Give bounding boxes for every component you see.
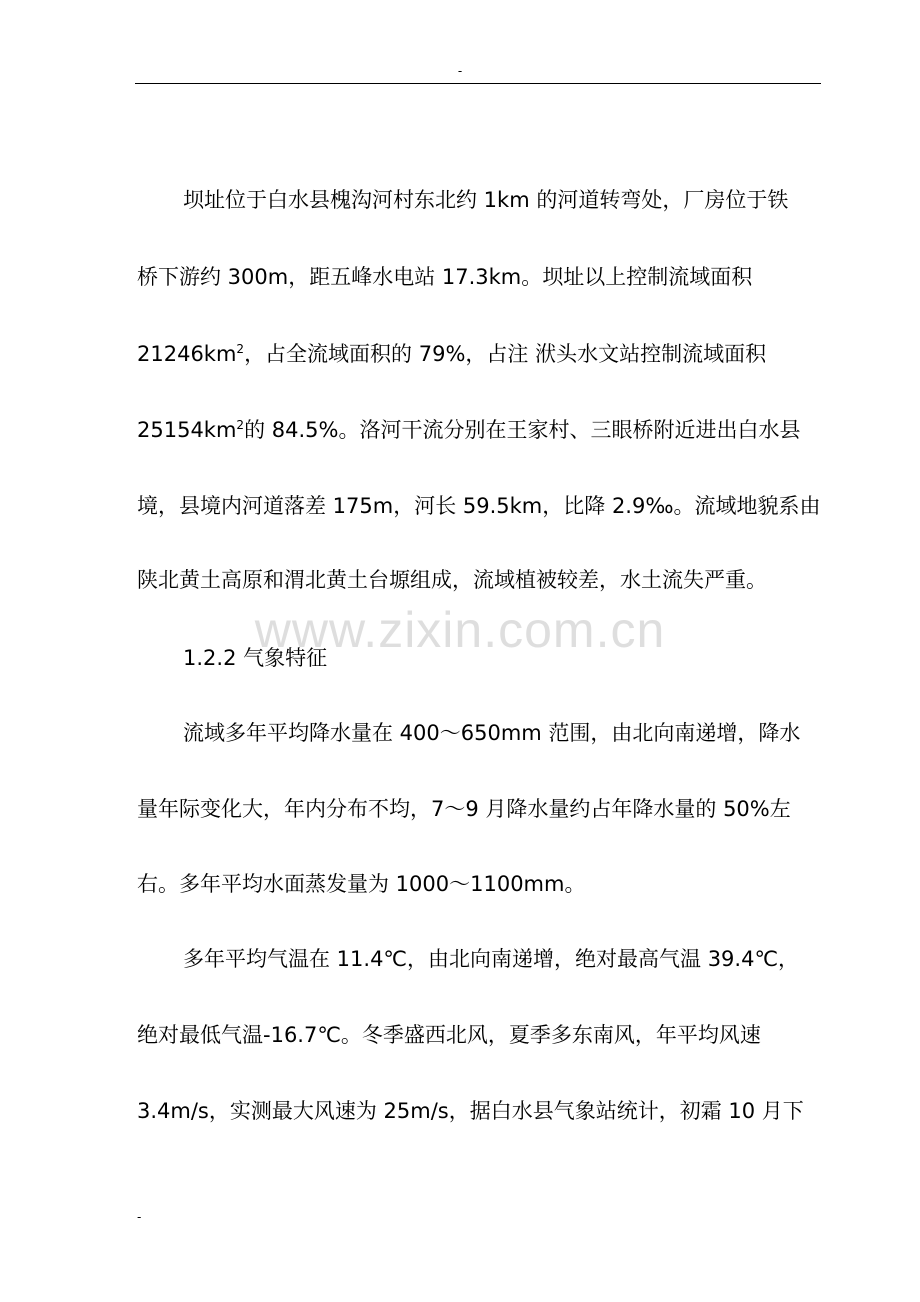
body-line: 桥下游约 300m，距五峰水电站 17.3km。坝址以上控制流域面积: [137, 265, 753, 289]
body-text: 的 84.5%。洛河干流分别在王家村、三眼桥附近进出白水县: [244, 418, 801, 442]
page-footer-mark: -: [137, 1210, 142, 1224]
body-line: 坝址位于白水县槐沟河村东北约 1km 的河道转弯处，厂房位于铁: [183, 188, 789, 212]
body-line: 右。多年平均水面蒸发量为 1000～1100mm。: [137, 872, 586, 896]
body-line: 流域多年平均降水量在 400～650mm 范围，由北向南递增，降水: [183, 721, 801, 745]
body-line: 陕北黄土高原和渭北黄土台塬组成，流域植被较差，水土流失严重。: [137, 568, 767, 592]
section-heading: 1.2.2 气象特征: [183, 646, 328, 670]
body-line: 绝对最低气温-16.7℃。冬季盛西北风，夏季多东南风，年平均风速: [137, 1023, 761, 1047]
area-value: 25154km: [137, 418, 237, 442]
watermark: www.zixin.com.cn: [254, 602, 666, 658]
header-rule: [135, 83, 821, 84]
body-line: 境，县境内河道落差 175m，河长 59.5km，比降 2.9‰。流域地貌系由: [137, 494, 821, 518]
body-line: [137, 340, 766, 368]
superscript: 2: [236, 342, 245, 356]
body-line: 多年平均气温在 11.4℃，由北向南递增，绝对最高气温 39.4℃，: [183, 947, 800, 971]
body-line: 量年际变化大，年内分布不均，7～9 月降水量约占年降水量的 50%左: [137, 797, 791, 821]
area-value: 21246km: [137, 342, 237, 366]
body-line: [137, 416, 800, 444]
page-header-mark: -: [457, 64, 463, 78]
body-text: ，占全流域面积的 79%，占注 洑头水文站控制流域面积: [244, 342, 767, 366]
body-line: 3.4m/s，实测最大风速为 25m/s，据白水县气象站统计，初霜 10 月下: [137, 1099, 804, 1123]
superscript: 2: [236, 418, 245, 432]
